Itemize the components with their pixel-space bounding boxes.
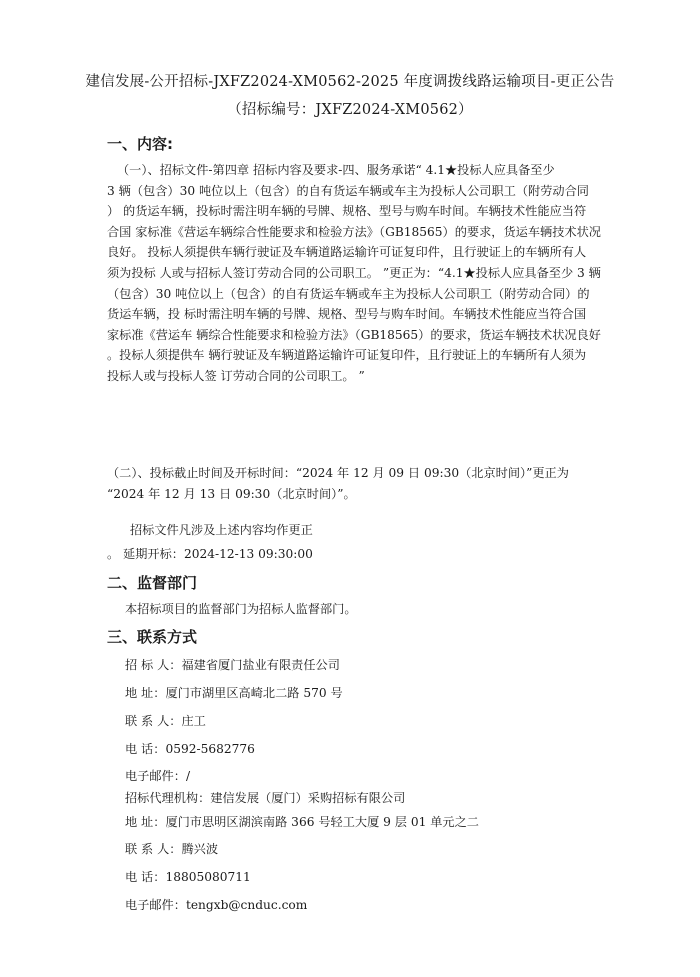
agency-phone-label: 电 话： bbox=[125, 870, 166, 884]
agency-name-row bbox=[125, 789, 405, 806]
section-1-paragraph-1 bbox=[107, 160, 609, 387]
tenderer-address-row bbox=[125, 684, 343, 701]
para-line: （包含）30 吨位以上（包含）的自有货运车辆或车主为投标人公司职工（附劳动合同）的 bbox=[107, 286, 590, 301]
para-line: 投标人或与投标人签 订劳动合同的公司职工。 ” bbox=[107, 368, 365, 383]
agency-contact: 腾兴波 bbox=[181, 842, 219, 856]
correction-note: 招标文件凡涉及上述内容均作更正 bbox=[130, 523, 313, 537]
delayed-opening: 。 延期开标：2024-12-13 09:30:00 bbox=[107, 547, 313, 561]
section-1-paragraph-2-line-1: （二）、投标截止时间及开标时间：“2024 年 12 月 09 日 09:30（北京时间）”更正为 bbox=[107, 466, 569, 480]
tenderer-phone: 0592-5682776 bbox=[165, 742, 255, 756]
tenderer-name: 福建省厦门盐业有限责任公司 bbox=[181, 658, 340, 672]
para-line: 家标准《营运车 辆综合性能要求和检验方法》（GB18565）的要求，货运车辆技术状况良好 bbox=[107, 327, 601, 342]
supervision-text: 本招标项目的监督部门为招标人监督部门。 bbox=[125, 602, 357, 616]
agency-email-row bbox=[125, 896, 307, 913]
tenderer-address: 厦门市湖里区高崎北二路 570 号 bbox=[165, 686, 343, 700]
tenderer-contact-row bbox=[125, 712, 206, 729]
agency-name: 建信发展（厦门）采购招标有限公司 bbox=[210, 791, 406, 805]
document-title: 建信发展-公开招标-JXFZ2024-XM0562-2025 年度调拨线路运输项目-更正公告 bbox=[85, 74, 615, 90]
tender-number: （招标编号：JXFZ2024-XM0562） bbox=[227, 102, 473, 118]
section-1-paragraph-2-line-2: “2024 年 12 月 13 日 09:30（北京时间）”。 bbox=[107, 487, 356, 501]
agency-phone: 18805080711 bbox=[165, 870, 251, 884]
agency-address-row bbox=[125, 813, 479, 830]
para-line: 合国 家标准《营运车辆综合性能要求和检验方法》（GB18565）的要求，货运车辆技术状况 bbox=[107, 224, 601, 239]
section-1-heading: 一、内容: bbox=[107, 135, 173, 153]
agency-address-label: 地 址： bbox=[125, 815, 166, 829]
para-line: 良好。 投标人须提供车辆行驶证及车辆道路运输许可证复印件，且行驶证上的车辆所有人 bbox=[107, 245, 587, 260]
agency-contact-label: 联 系 人： bbox=[125, 842, 182, 856]
agency-email-label: 电子邮件： bbox=[125, 898, 186, 912]
agency-phone-row bbox=[125, 868, 251, 885]
para-line: （一）、招标文件-第四章 招标内容及要求-四、服务承诺“ 4.1★投标人应具备至少 bbox=[117, 163, 555, 177]
agency-name-label: 招标代理机构： bbox=[125, 791, 211, 805]
tenderer-email-row bbox=[125, 767, 190, 784]
tenderer-name-row bbox=[125, 656, 340, 673]
section-2-heading: 二、监督部门 bbox=[107, 574, 198, 592]
para-line: 。投标人须提供车 辆行驶证及车辆道路运输许可证复印件，且行驶证上的车辆所有人须为 bbox=[107, 348, 587, 363]
para-line: 须为投标 人或与招标人签订劳动合同的公司职工。 ”更正为：“4.1★投标人应具备至少 3 辆 bbox=[107, 265, 601, 280]
tenderer-address-label: 地 址： bbox=[125, 686, 166, 700]
para-line: 3 辆（包含）30 吨位以上（包含）的自有货运车辆或车主为投标人公司职工（附劳动合同 bbox=[107, 183, 589, 198]
tenderer-contact-label: 联 系 人： bbox=[125, 714, 182, 728]
tenderer-phone-label: 电 话： bbox=[125, 742, 166, 756]
tenderer-contact: 庄工 bbox=[181, 714, 206, 728]
tenderer-email-label: 电子邮件： bbox=[125, 769, 186, 783]
agency-email[interactable]: tengxb@cnduc.com bbox=[185, 898, 308, 912]
tenderer-name-label: 招 标 人： bbox=[125, 658, 182, 672]
agency-contact-row bbox=[125, 840, 218, 857]
section-3-heading: 三、联系方式 bbox=[107, 628, 198, 646]
para-line: 货运车辆，投 标时需注明车辆的号牌、规格、型号与购车时间。车辆技术性能应当符合国 bbox=[107, 307, 587, 322]
tenderer-phone-row bbox=[125, 740, 255, 757]
para-line: ） 的货运车辆，投标时需注明车辆的号牌、规格、型号与购车时间。车辆技术性能应当符 bbox=[107, 204, 587, 219]
agency-address: 厦门市思明区湖滨南路 366 号轻工大厦 9 层 01 单元之二 bbox=[165, 815, 479, 829]
tenderer-email[interactable]: / bbox=[185, 769, 191, 783]
